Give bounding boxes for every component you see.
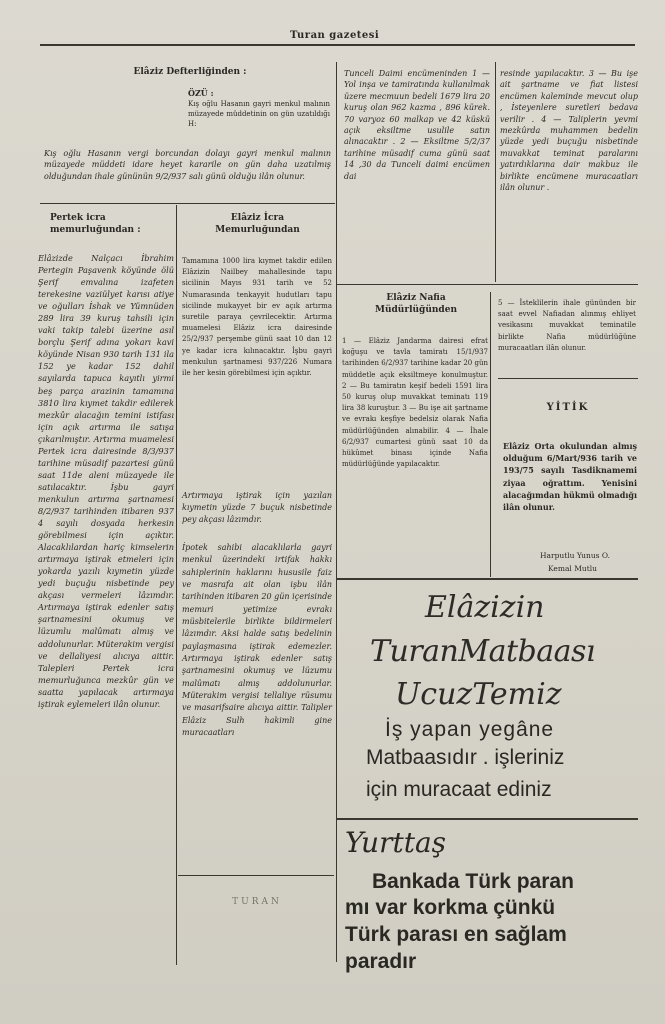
tunceli-body-cont: resinde yapılacaktır. 3 — Bu işe ait şartname ve fiat listesi encümen kaleminde mevcut olup , İsteyenlere suretleri bedava verilir . 4 — Taliplerin yevmi mezkûrda muhammen bedelin yüzde yedi buçuğu nisbetinde muvakkat teminat paralarını yatırdıklarına dair makbuz ile birlikte encümene muracaatları ilân olunur .: [500, 69, 638, 193]
vrule-2: [336, 62, 337, 962]
ad-top-rule: [336, 578, 638, 580]
masthead: Turan gazetesi: [290, 30, 380, 41]
nafia-body-cont: 5 — İsteklilerin ihale gününden bir saat evvel Nafiadan alınmış ehliyet vesikasını muvakkat teminatile birlikte Nafia müdürlüğüne muracaatları ilân olunur.: [498, 299, 636, 352]
icra-body-1: Tamamına 1000 lira kıymet takdir edilen Elâzizin Nailbey mahallesinde tapu sicilinin Mayıs 931 tarih ve 52 Numarasında tenkayyit hudutları tapu sicilinde mukayyet bir ev açık artırma suretile paraya çevrilecektir. Artırma muamelesi Elâziz icra dairesinde 25/2/937 perşembe günü saat 10 dan 12 ye kadar icra kılınacaktır. İşbu gayri menkulun şartnamesi 937/226 Numara ile her kesin görebilmesi için açıktır.: [182, 257, 332, 378]
ad-yurttas-line2: mı var korkma çünkü: [345, 896, 556, 919]
nafia-divider: [498, 378, 638, 379]
ad-yurttas-line1: Bankada Türk paran: [372, 870, 574, 893]
yitik-body: Elâziz Orta okulundan almış olduğum 6/Mart/936 tarih ve 193/75 sayılı Tasdiknamemi ziyaa oğrattım. Yenisini alacağımdan hükmü olmadığı ilân olunur.: [503, 441, 637, 513]
icra-body-2: Artırmaya iştirak için yazılan kıymetin yüzde 7 buçuk nisbetinde pey akçası lâzımdır.: [182, 491, 332, 524]
ad-matbaa-line2: TuranMatbaası: [370, 634, 596, 669]
pertek-body: Elâzizde Nalçacı İbrahim Pertegin Paşavenk köyünde ölü Şerif emvalına izafeten terekesine vaziülyet karısı atiye ve oğulları İshak ve Yümnüden 289 lira 39 kuruş tahsili için vaki takip talebi üzerine asıl borçlu Şerif adına yokarı kavi köyünde Nisan 930 tarih 131 ila 152 ye kadar 152 dahil sayılarda tapuca kayıtlı yirmi beş parça arazinin tamamına 3810 lira kıymet takdir edilerek mezkûr alacağın temini istifası için açık artırma ile satışa çıkarılmıştır. Artırma muamelesi Pertek icra dairesinde 8/3/937 tarihine müsadif pazartesi günü saat 11de aleni müzayede ile satılacaktır. İşbu gayri menkulun artırma şartnamesi 8/2/937 tarihinden itibaren 937 4 sayılı dosyada herkesin görebilmesi için açıktır. Alacaklılardan hariç kimselerin artırmaya iştirak etmeleri için yokarda yazılı kıymetin yüzde yedi buçuğu nisbetinde pey akçası vermeleri lâzımdır. Artırmaya iştirak edenler satış şartnamesini okumuş ve lüzumlu malûmatı almış ve addolunurlar. Müterakim vergisi ve dellaliyesi alıcıya aittir. Talepleri Pertek icra memurluğunca mezkûr gün ve saatta yapılacak artırmaya iştirak eylemeleri ilân olunur.: [38, 253, 174, 709]
pertek-heading: Pertek icra memurluğundan :: [50, 213, 141, 235]
nafia-body: 1 — Elâziz Jandarma dairesi efrat koğuşu ve tavla tamiratı 15/1/937 tarihinden 6/2/937 tarihine kadar 20 gün müddetle açık eksiltmeye konulmuştur. 2 — Bu tamiratın keşif bedeli 1591 lira 50 kuruş olup muvakkat teminatı 119 lira 38 kuruştur. 3 — Bu işe ait şartname ve evrakı keşfiye bedelsiz olarak Nafia müdürlüğünden alınabilir. 4 — İhale 6/2/937 cumartesi günü saat 10 da hükûmet binası içinde Nafia müdürlüğünde yapılacaktır.: [342, 337, 488, 469]
icra-heading: Elâziz İcra Memurluğundan: [215, 213, 300, 235]
ad-middle-rule: [336, 818, 638, 820]
yitik-signature-1: Harputlu Yunus O.: [540, 551, 610, 560]
col1-top-divider: [40, 203, 335, 204]
tunceli-body: Tunceli Daimi encümeninden 1 — Yol inşa ve tamiratında kullanılmak üzere mecmuun bedeli 1679 lira 20 kuruş olan 962 kazma , 896 kürek. 70 varyoz 60 malkap ve 42 küskü açık eksiltme usulile satın alınacaktır . 2 — Eksiltme 5/2/37 tarihine müsadif cuma günü saat 14 ,30 da Tunceli daimi encümen dai: [344, 69, 490, 181]
icra-body-3: İpotek sahibi alacaklılarla gayri menkul üzerindeki irtifak hakkı sahiplerinin haklarını hususile faiz ve masrafa ait olan işbu ilân tarihinden itibaren 20 gün içerisinde memuri yetimize evrakı müsbitelerile birlikte bildirmeleri lâzımdır. Aksi halde satış bedelinin paylaşmasına iştirak edemezler. Artırmaya iştirak edenler satış şartnamesini okumuş ve lüzumu malûmatı almış addolunurlar. Müterakim vergisi tellaliye rüsumu ve masarifsaire alıcıya aittir. Talipler Elâziz Sulh hakimli gine muracaatları: [182, 543, 332, 738]
top-rule: [40, 44, 635, 46]
ad-matbaa-line1: Elâzizin: [425, 590, 545, 625]
ad-matbaa-line6: için muracaat ediniz: [366, 778, 552, 801]
nafia-heading: Elâziz Nafia Müdürlüğünden: [375, 293, 457, 315]
col1-top-body: Kış oğlu Hasanın vergi borcundan dolayı gayri menkul malının müzayede müddeti idare heyet kararile on gün daha uzatılmış olduğundan ihale gününün 9/2/937 salı günü olduğu ilân olunur.: [44, 149, 331, 181]
ad-yurttas-title: Yurttaş: [345, 826, 447, 859]
yitik-heading: YİTİK: [546, 402, 590, 413]
col1-top-heading: Elâziz Defterliğinden :: [133, 67, 247, 77]
ad-yurttas-line3: Türk parası en sağlam: [345, 923, 567, 946]
icra-faded-block: TURAN: [232, 897, 282, 907]
ozu-text: Kış oğlu Hasanın gayri menkul malının müzayede müddetinin on gün uzatıldığı H:: [188, 100, 330, 128]
vrule-4: [490, 292, 491, 577]
ozu-label: ÖZÜ :: [188, 88, 214, 98]
icra-divider: [178, 875, 334, 876]
yitik-signature-2: Kemal Mutlu: [548, 564, 597, 573]
ad-yurttas-line4: paradır: [345, 950, 417, 973]
ad-matbaa-line4: İş yapan yegâne: [385, 718, 555, 741]
ad-matbaa-line3: UcuzTemiz: [395, 677, 562, 712]
ad-matbaa-line5: Matbaasıdır . işleriniz: [366, 746, 565, 769]
vrule-3: [495, 62, 496, 282]
mid-rule-right: [336, 284, 638, 285]
vrule-1: [176, 205, 177, 965]
